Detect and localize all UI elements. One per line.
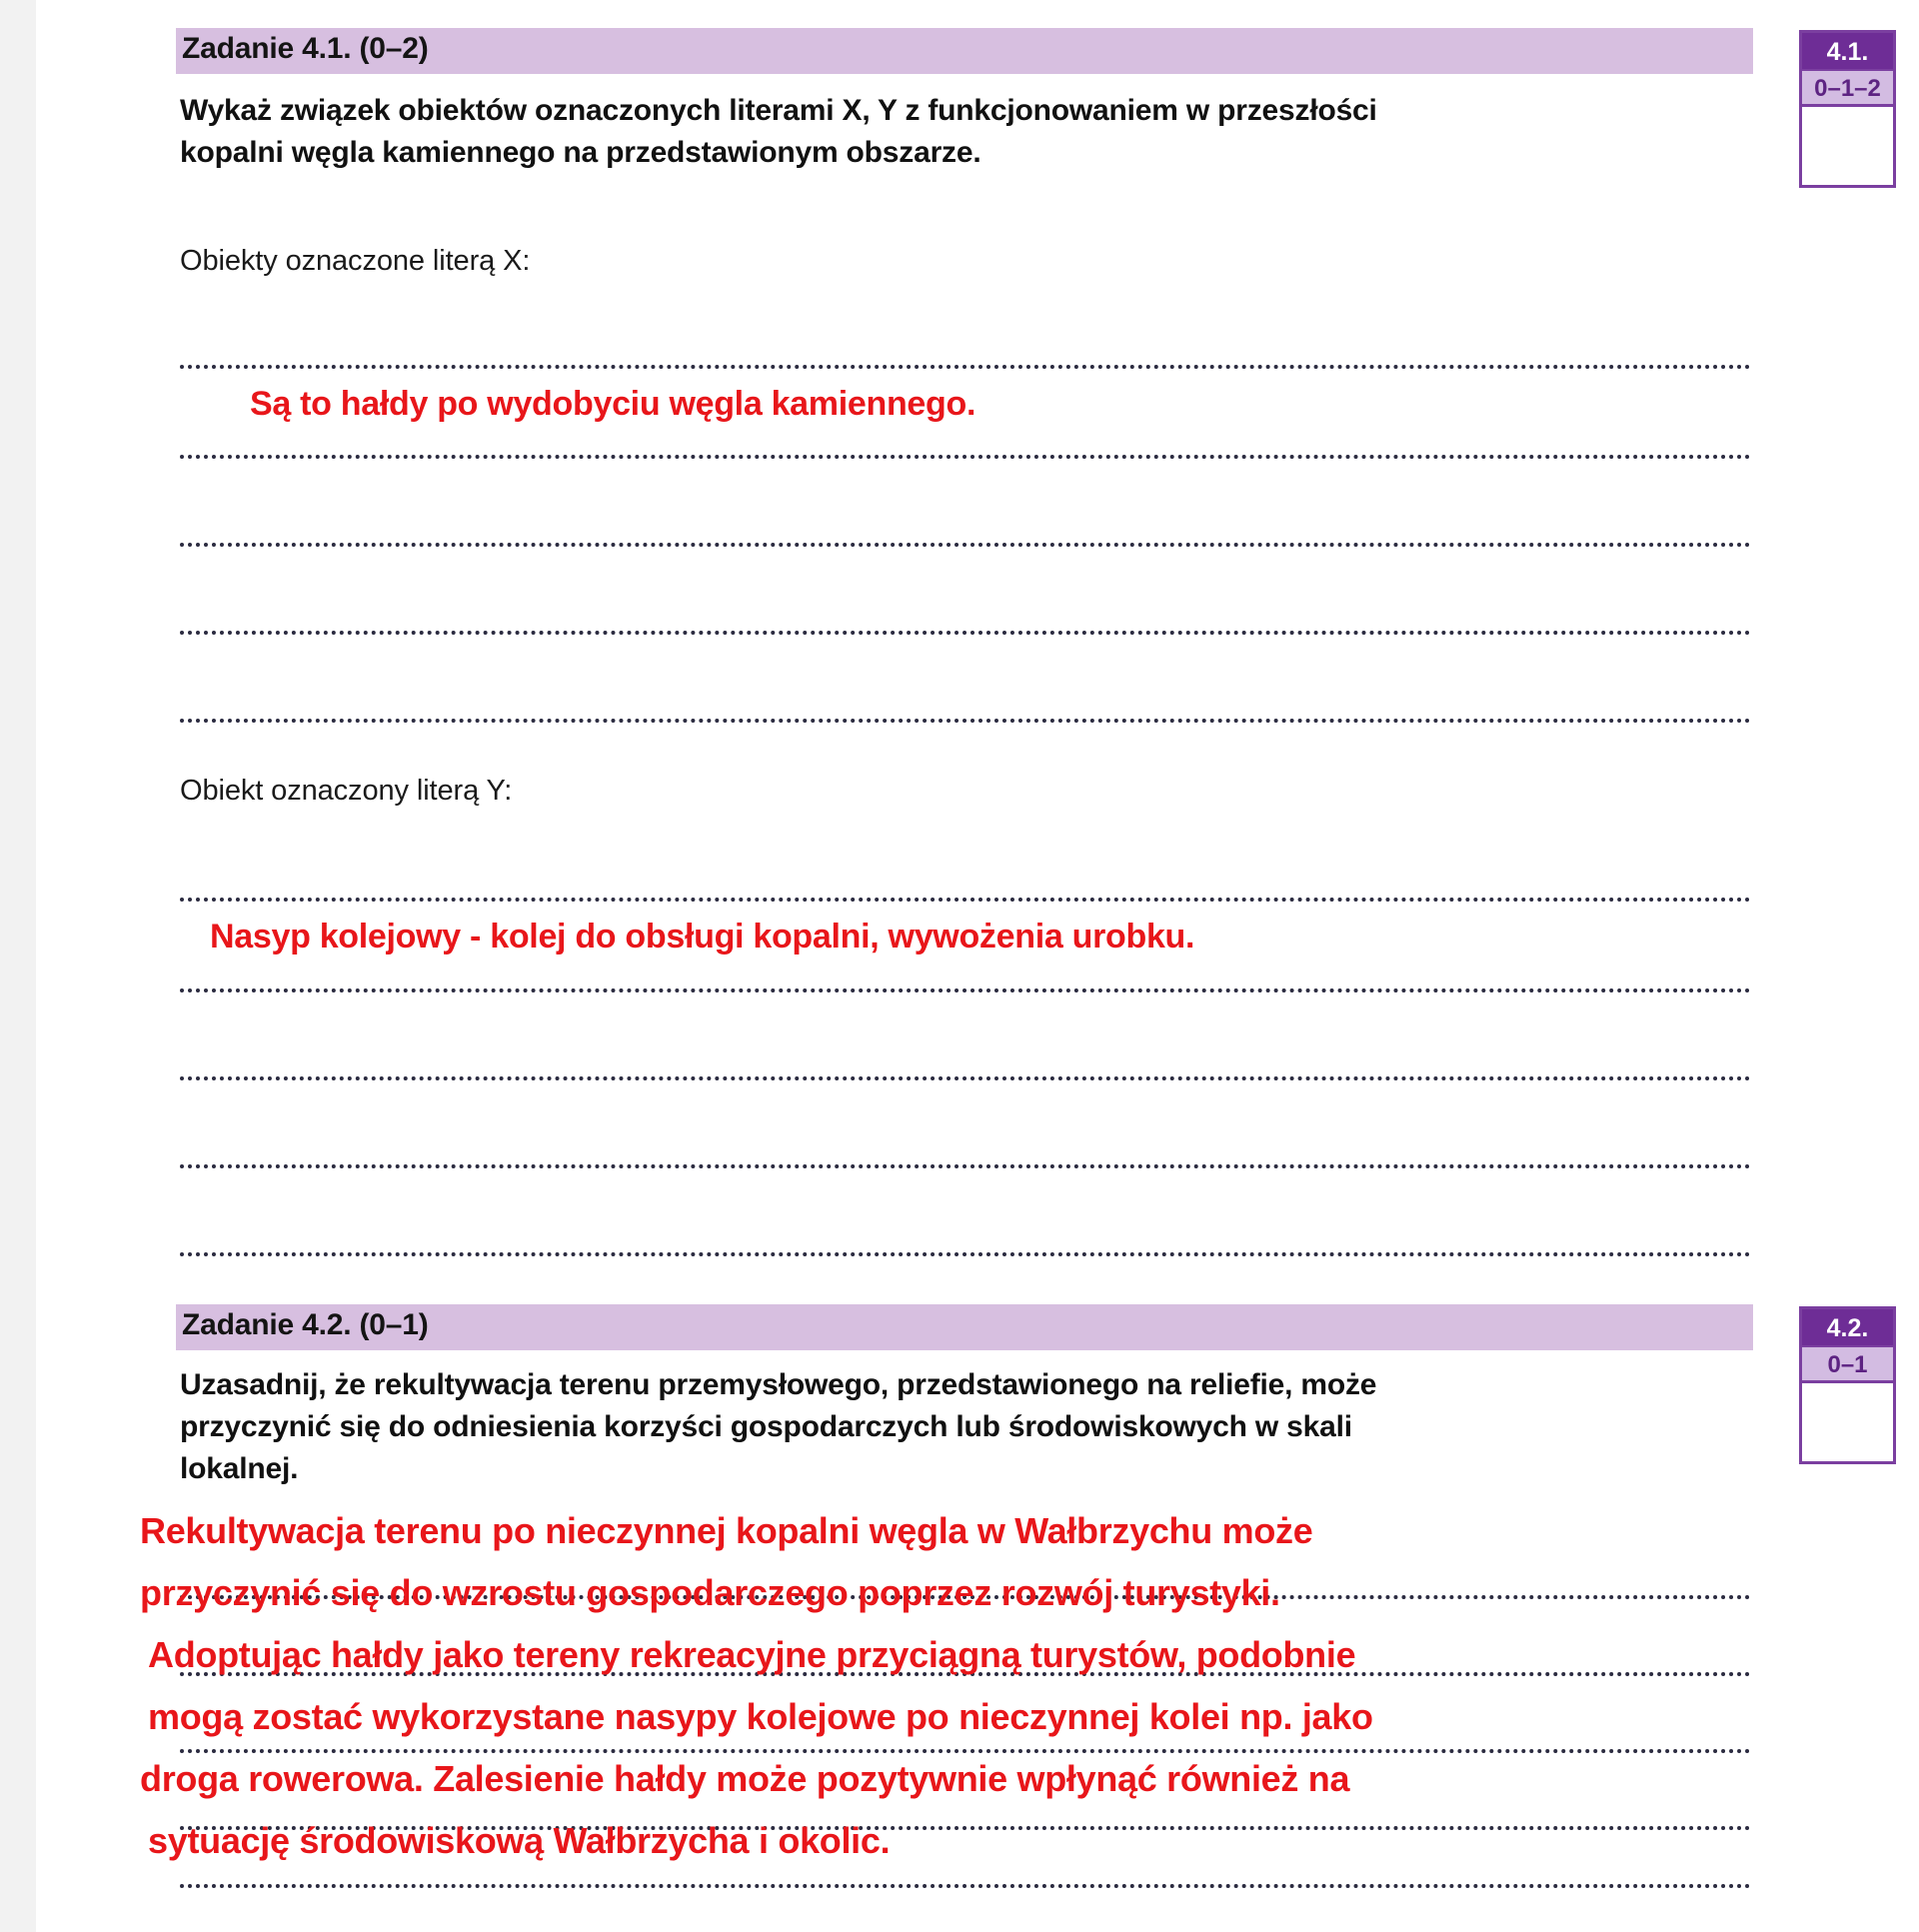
task-header-41 bbox=[176, 28, 1753, 74]
answer-rule-x-5[interactable] bbox=[180, 719, 1751, 723]
answer-text-42-line-4: mogą zostać wykorzystane nasypy kolejowe po nieczynnej kolei np. jako bbox=[148, 1696, 1373, 1737]
task-prompt-42-line-1: Uzasadnij, że rekultywacja terenu przemysłowego, przedstawionego na reliefie, może bbox=[180, 1368, 1377, 1401]
score-box-41[interactable] bbox=[1799, 30, 1896, 188]
task-header-42 bbox=[176, 1304, 1753, 1350]
answer-rule-y-2[interactable] bbox=[180, 988, 1751, 992]
answer-text-42-line-3: Adoptując hałdy jako tereny rekreacyjne przyciągną turystów, podobnie bbox=[148, 1634, 1356, 1675]
answer-rule-y-3[interactable] bbox=[180, 1076, 1751, 1080]
answer-rule-y-1[interactable] bbox=[180, 898, 1751, 902]
score-box-42-number: 4.2. bbox=[1802, 1309, 1893, 1347]
task-prompt-42-line-3: lokalnej. bbox=[180, 1452, 299, 1485]
answer-rule-x-4[interactable] bbox=[180, 631, 1751, 635]
answer-rule-42-3[interactable] bbox=[180, 1749, 1751, 1753]
task-title-41: Zadanie 4.1. (0–2) bbox=[182, 32, 429, 65]
answer-rule-y-4[interactable] bbox=[180, 1164, 1751, 1168]
answer-text-42-line-1: Rekultywacja terenu po nieczynnej kopalni węgla w Wałbrzychu może bbox=[140, 1510, 1313, 1551]
answer-rule-y-5[interactable] bbox=[180, 1252, 1751, 1256]
answer-rule-42-5[interactable] bbox=[180, 1884, 1751, 1888]
answer-text-42-line-2: przyczynić się do wzrostu gospodarczego poprzez rozwój turystyki. bbox=[140, 1572, 1280, 1613]
answer-rule-x-1[interactable] bbox=[180, 365, 1751, 369]
task-prompt-42 bbox=[180, 1364, 1749, 1490]
answer-text-42-line-5: droga rowerowa. Zalesienie hałdy może pozytywnie wpłynąć również na bbox=[140, 1758, 1350, 1799]
page-left-margin-strip bbox=[0, 0, 36, 1932]
task-prompt-42-line-2: przyczynić się do odniesienia korzyści gospodarczych lub środowiskowych w skali bbox=[180, 1410, 1352, 1443]
score-box-41-number: 4.1. bbox=[1802, 33, 1893, 71]
score-box-42-range: 0–1 bbox=[1802, 1347, 1893, 1383]
score-box-41-range: 0–1–2 bbox=[1802, 71, 1893, 107]
answer-rule-x-2[interactable] bbox=[180, 455, 1751, 459]
task-title-42: Zadanie 4.2. (0–1) bbox=[182, 1308, 429, 1341]
score-box-41-mark-field[interactable] bbox=[1802, 107, 1893, 185]
task-prompt-41-line-2: kopalni węgla kamiennego na przedstawionym obszarze. bbox=[180, 136, 981, 169]
score-box-42[interactable] bbox=[1799, 1306, 1896, 1464]
answer-rule-x-3[interactable] bbox=[180, 543, 1751, 547]
score-box-42-mark-field[interactable] bbox=[1802, 1383, 1893, 1461]
task-prompt-41-line-1: Wykaż związek obiektów oznaczonych literami X, Y z funkcjonowaniem w przeszłości bbox=[180, 94, 1377, 127]
subpart-label-x: Obiekty oznaczone literą X: bbox=[180, 245, 531, 277]
task-prompt-41 bbox=[180, 90, 1749, 174]
answer-text-42-line-6: sytuację środowiskową Wałbrzycha i okolic. bbox=[148, 1820, 891, 1861]
answer-text-y: Nasyp kolejowy - kolej do obsługi kopalni, wywożenia urobku. bbox=[210, 918, 1195, 956]
subpart-label-y: Obiekt oznaczony literą Y: bbox=[180, 775, 513, 807]
answer-text-x: Są to hałdy po wydobyciu węgla kamiennego. bbox=[250, 385, 976, 423]
